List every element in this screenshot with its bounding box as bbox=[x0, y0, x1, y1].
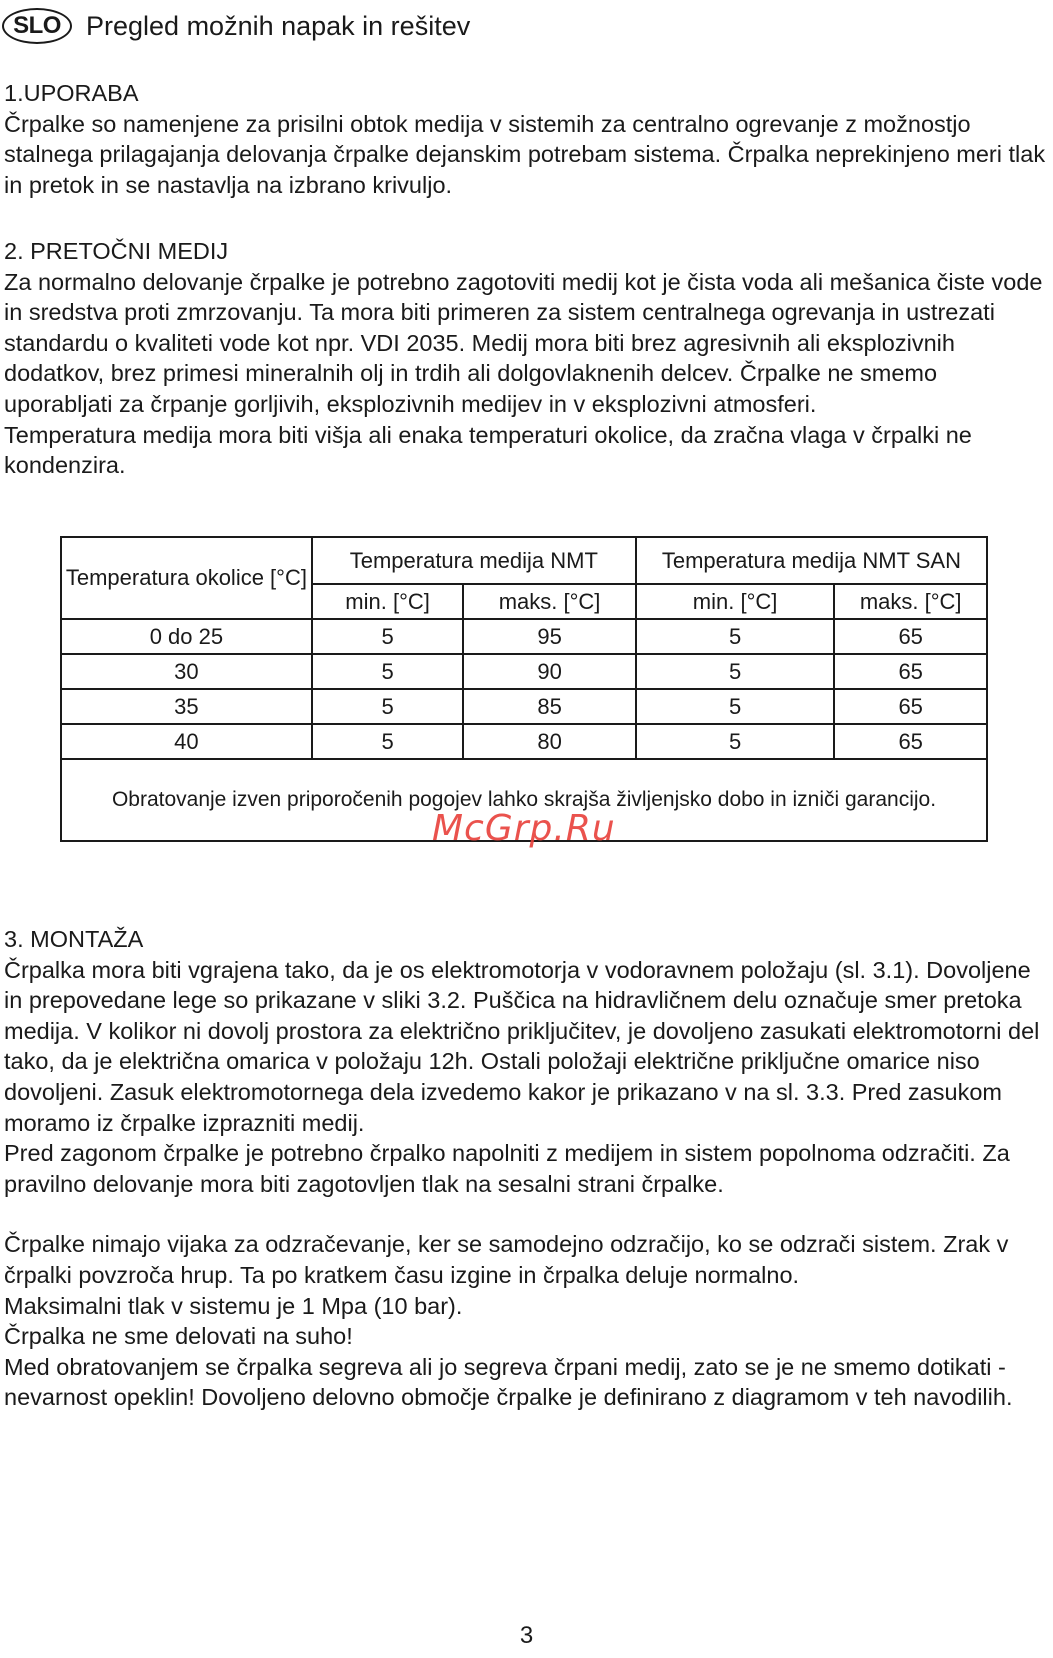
table-cell: 5 bbox=[636, 619, 835, 654]
table-cell: 5 bbox=[636, 654, 835, 689]
table-cell: 85 bbox=[463, 689, 635, 724]
section-medium bbox=[4, 236, 1051, 481]
table-row bbox=[61, 654, 987, 689]
nmt-min-header: min. [°C] bbox=[312, 584, 464, 619]
nmt-group-header: Temperatura medija NMT bbox=[312, 537, 636, 584]
page-header bbox=[2, 6, 470, 46]
table-cell: 5 bbox=[312, 654, 464, 689]
section-usage bbox=[4, 78, 1051, 200]
table-row bbox=[61, 689, 987, 724]
table-cell: 95 bbox=[463, 619, 635, 654]
paragraph: Črpalke nimajo vijaka za odzračevanje, ker se samodejno odzračijo, ko se odzrači sistem. Zrak v črpalki povzroča hrup. Ta po kratkem času izgine in črpalka deluje normalno. bbox=[4, 1231, 1009, 1288]
table-cell: 80 bbox=[463, 724, 635, 759]
ambient-temp-header: Temperatura okolice [°C] bbox=[61, 537, 312, 619]
nmt-max-header: maks. [°C] bbox=[463, 584, 635, 619]
paragraph: Pred zagonom črpalke je potrebno črpalko napolniti z medijem in sistem popolnoma odzračiti. Za pravilno delovanje mora biti zagotovljen tlak na sesalni strani črpalke. bbox=[4, 1140, 1010, 1197]
table-row bbox=[61, 724, 987, 759]
paragraph: Za normalno delovanje črpalke je potrebno zagotoviti medij kot je čista voda ali mešanica čiste vode in sredstva proti zmrzovanju. Ta mora biti primeren za sistem centralnega ogrevanja in ustrezati standardu o kvaliteti vode kot npr. VDI 2035. Medij mora biti brez agresivnih ali eksplozivnih dodatkov, brez primesi mineralnih olj in trdih ali dolgovlaknenih delcev. Črpalke ne smemo uporabljati za črpanje gorljivih, eksplozivnih medijev in v eksplozivni atmosferi. bbox=[4, 268, 1043, 417]
table-cell: 5 bbox=[312, 724, 464, 759]
table-cell: 0 do 25 bbox=[61, 619, 312, 654]
table-cell: 5 bbox=[636, 689, 835, 724]
table-cell: 5 bbox=[312, 689, 464, 724]
language-badge: SLO bbox=[2, 8, 72, 44]
section-heading: 3. MONTAŽA bbox=[4, 926, 144, 952]
paragraph: Črpalka ne sme delovati na suho! bbox=[4, 1323, 353, 1350]
table-cell: 30 bbox=[61, 654, 312, 689]
section-installation bbox=[4, 924, 1051, 1413]
nmt-san-min-header: min. [°C] bbox=[636, 584, 835, 619]
paragraph: Črpalke so namenjene za prisilni obtok medija v sistemih za centralno ogrevanje z možnostjo stalnega prilagajanja delovanja črpalke dejanskim potrebam sistema. Črpalka neprekinjeno meri tlak in pretok in se nastavlja na izbrano krivuljo. bbox=[4, 110, 1046, 198]
watermark: McGrp.Ru bbox=[432, 808, 616, 849]
temperature-table bbox=[60, 536, 988, 842]
table-cell: 65 bbox=[834, 724, 987, 759]
table-cell: 5 bbox=[312, 619, 464, 654]
nmt-san-group-header: Temperatura medija NMT SAN bbox=[636, 537, 987, 584]
table-cell: 65 bbox=[834, 619, 987, 654]
table-cell: 5 bbox=[636, 724, 835, 759]
table-cell: 40 bbox=[61, 724, 312, 759]
paragraph: Črpalka mora biti vgrajena tako, da je os elektromotorja v vodoravnem položaju (sl. 3.1). Dovoljene in prepovedane lege so prikazane v sliki 3.2. Puščica na hidravličnem delu označuje smer pretoka medija. V kolikor ni dovolj prostora za električno priključitev, je dovoljeno zasukati elektromotorni del tako, da je električna omarica v položaju 12h. Ostali položaji električne priključne omarice niso dovoljeni. Zasuk elektromotornega dela izvedemo kakor je prikazano v na sl. 3.3. Pred zasukom moramo iz črpalke izprazniti medij. bbox=[4, 956, 1040, 1136]
table-cell: 65 bbox=[834, 654, 987, 689]
paragraph: Temperatura medija mora biti višja ali enaka temperaturi okolice, da zračna vlaga v črpalki ne kondenzira. bbox=[4, 421, 972, 479]
section-heading: 1.UPORABA bbox=[4, 80, 139, 106]
page-number: 3 bbox=[519, 1622, 534, 1649]
table-cell: 90 bbox=[463, 654, 635, 689]
page-title: Pregled možnih napak in rešitev bbox=[86, 10, 471, 41]
table-row bbox=[61, 619, 987, 654]
paragraph: Maksimalni tlak v sistemu je 1 Mpa (10 bar). bbox=[4, 1292, 463, 1319]
table-note: Obratovanje izven priporočenih pogojev lahko skrajša življenjsko dobo in izniči garancijo. bbox=[61, 759, 987, 841]
paragraph: Med obratovanjem se črpalka segreva ali jo segreva črpani medij, zato se je ne smemo dotikati - nevarnost opeklin! Dovoljeno delovno območje črpalke je definirano z diagramom v teh navodilih. bbox=[4, 1353, 1013, 1411]
section-heading: 2. PRETOČNI MEDIJ bbox=[4, 238, 229, 264]
table-cell: 35 bbox=[61, 689, 312, 724]
table-cell: 65 bbox=[834, 689, 987, 724]
nmt-san-max-header: maks. [°C] bbox=[834, 584, 987, 619]
